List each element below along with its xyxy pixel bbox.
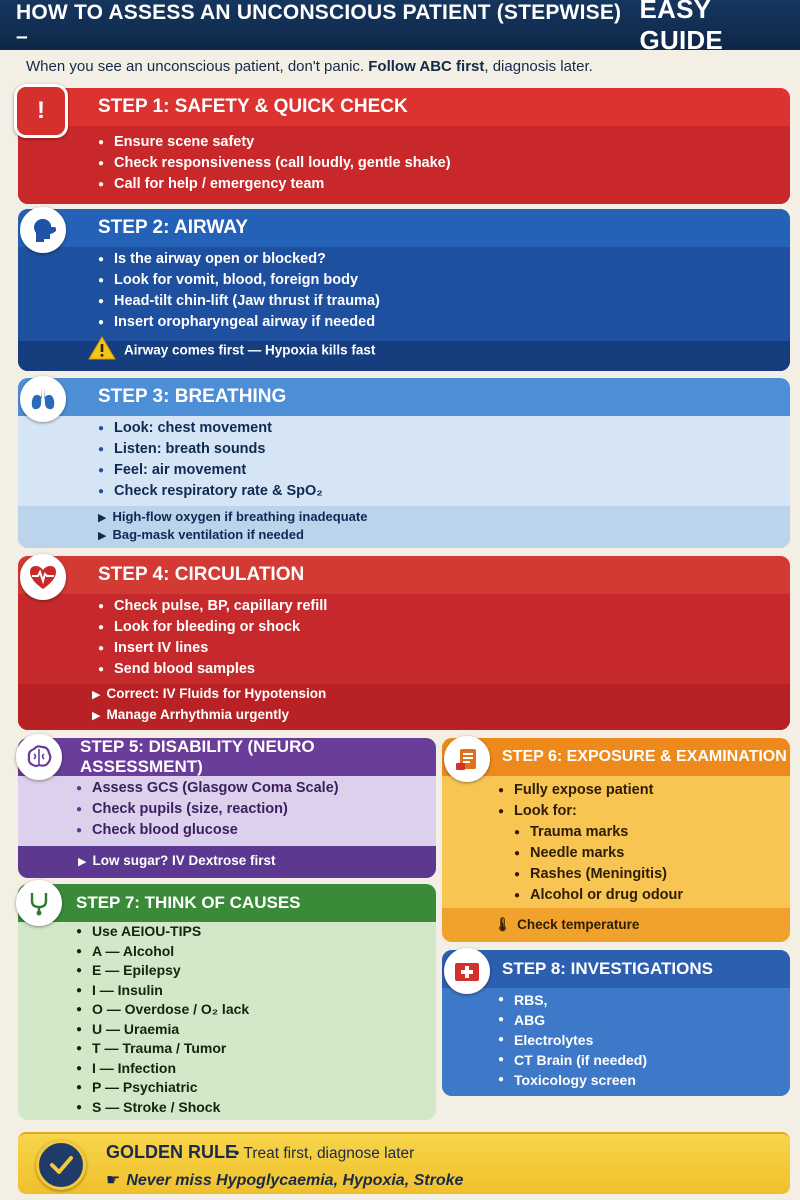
list-item: ● Look for bleeding or shock [98,617,327,638]
step-5-note [78,851,276,872]
head-airway-icon [20,207,66,253]
step-5-title: STEP 5: DISABILITY (NEURO ASSESSMENT) [18,738,436,776]
step-6-note [494,915,639,935]
step-6-title: STEP 6: EXPOSURE & EXAMINATION [442,738,790,776]
step-2-note-text: Airway comes first — Hypoxia kills fast [124,342,376,358]
page-title: HOW TO ASSESS AN UNCONSCIOUS PATIENT (STEPWISE) – [16,1,622,48]
pointer-icon: ☛ [106,1172,121,1189]
arrow-right-icon: ▶ [92,710,101,722]
list-item: ● A — Alcohol [76,942,249,962]
heart-pulse-icon [20,554,66,600]
step-4-note-1 [92,684,326,705]
lungs-icon [20,376,66,422]
list-item: ● Check pulse, BP, capillary refill [98,596,327,617]
step-3-note-1 [98,508,367,527]
list-item: ● Rashes (Meningitis) [514,864,683,885]
list-item: ● Head-tilt chin-lift (Jaw thrust if trauma) [98,291,380,312]
list-item: ● Alcohol or drug odour [514,885,683,906]
stethoscope-icon [16,880,62,926]
brain-icon [16,734,62,780]
list-item: ● Insert IV lines [98,638,327,659]
step-5-list [76,778,339,841]
step-7-card [18,884,436,1120]
step-7-list [76,922,249,1117]
list-item: ● Look for vomit, blood, foreign body [98,270,380,291]
list-item: ● Assess GCS (Glasgow Coma Scale) [76,778,339,799]
golden-rule-sub-text: Never miss Hypoglycaemia, Hypoxia, Stroke [126,1172,464,1189]
step-2-list [98,249,380,333]
step-2-card [18,209,790,371]
list-item: ● CT Brain (if needed) [498,1050,647,1070]
subtitle-end: , diagnosis later. [484,58,593,75]
step-5-card [18,738,436,878]
list-item: ● Check respiratory rate & SpO₂ [98,481,323,502]
list-item: ● Feel: air movement [98,460,323,481]
step-4-note-2 [92,705,289,726]
thermometer-icon: 🌡 [494,917,512,932]
list-item: ● Ensure scene safety [98,132,451,153]
warning-triangle-icon [88,336,116,366]
warning-icon: ! [14,84,68,138]
subtitle-emphasis: Follow ABC first [368,58,485,75]
list-item: ● Send blood samples [98,659,327,680]
list-item: ● Is the airway open or blocked? [98,249,380,270]
note-text: Low sugar? IV Dextrose first [92,853,276,868]
step-2-title: STEP 2: AIRWAY [18,209,790,247]
step-1-title: STEP 1: SAFETY & QUICK CHECK [18,88,790,126]
step-1-list [98,132,451,195]
list-item: ● Check pupils (size, reaction) [76,799,339,820]
arrow-right-icon: ▶ [78,856,87,868]
step-4-card [18,556,790,730]
step-8-list [498,990,647,1090]
list-item: ● P — Psychiatric [76,1078,249,1098]
step-4-title: STEP 4: CIRCULATION [18,556,790,594]
list-item: ● Needle marks [514,843,683,864]
list-item: ● I — Infection [76,1059,249,1079]
step-6-card [442,738,790,942]
list-item: ● Trauma marks [514,822,683,843]
medical-kit-icon [444,948,490,994]
list-item: ● O — Overdose / O₂ lack [76,1000,249,1020]
list-item: ● Listen: breath sounds [98,439,323,460]
list-item: ● I — Insulin [76,981,249,1001]
clipboard-icon [444,736,490,782]
step-1-card [18,88,790,204]
arrow-right-icon: ▶ [92,689,101,701]
note-text: High-flow oxygen if breathing inadequate [112,509,368,524]
list-item: ● Check responsiveness (call loudly, gentle shake) [98,153,451,174]
list-item: ● RBS, [498,990,647,1010]
checkmark-icon [36,1140,86,1190]
list-item: ● Look for: [498,801,653,822]
list-item: ● T — Trauma / Tumor [76,1039,249,1059]
page-subtitle [26,58,786,75]
step-2-warning-note [88,336,375,366]
step-4-list [98,596,327,680]
step-6-list [498,780,653,822]
list-item: ● Insert oropharyngeal airway if needed [98,312,380,333]
note-text: Correct: IV Fluids for Hypotension [106,686,327,701]
list-item: ● Look: chest movement [98,418,323,439]
arrow-right-icon: ▶ [98,530,107,542]
step-8-title: STEP 8: INVESTIGATIONS [442,950,790,988]
arrow-right-icon: ▶ [98,512,107,524]
subtitle-text: When you see an unconscious patient, don't panic. [26,58,365,75]
list-item: ● Use AEIOU-TIPS [76,922,249,942]
list-item: ● Electrolytes [498,1030,647,1050]
list-item: ● E — Epilepsy [76,961,249,981]
list-item: ● Toxicology screen [498,1070,647,1090]
list-item: ● ABG [498,1010,647,1030]
golden-rule-text: • Treat first, diagnose later [234,1145,415,1162]
page-title-bar [0,0,800,55]
golden-rule-label: GOLDEN RULE [106,1142,238,1162]
step-3-list [98,418,323,502]
note-text: Check temperature [517,917,640,932]
list-item: ● Fully expose patient [498,780,653,801]
list-item: ● Call for help / emergency team [98,174,451,195]
page-title-emphasis: EASY GUIDE [639,0,723,55]
golden-rule-sub [106,1170,463,1190]
step-7-title: STEP 7: THINK OF CAUSES [18,884,436,922]
note-text: Bag-mask ventilation if needed [112,527,304,542]
step-8-card [442,950,790,1096]
step-3-title: STEP 3: BREATHING [18,378,790,416]
golden-rule-banner [18,1132,790,1194]
step-3-card [18,378,790,548]
list-item: ● S — Stroke / Shock [76,1098,249,1118]
list-item: ● Check blood glucose [76,820,339,841]
step-3-note-2 [98,526,304,545]
step-6-sublist [514,822,683,906]
note-text: Manage Arrhythmia urgently [106,707,290,722]
list-item: ● U — Uraemia [76,1020,249,1040]
